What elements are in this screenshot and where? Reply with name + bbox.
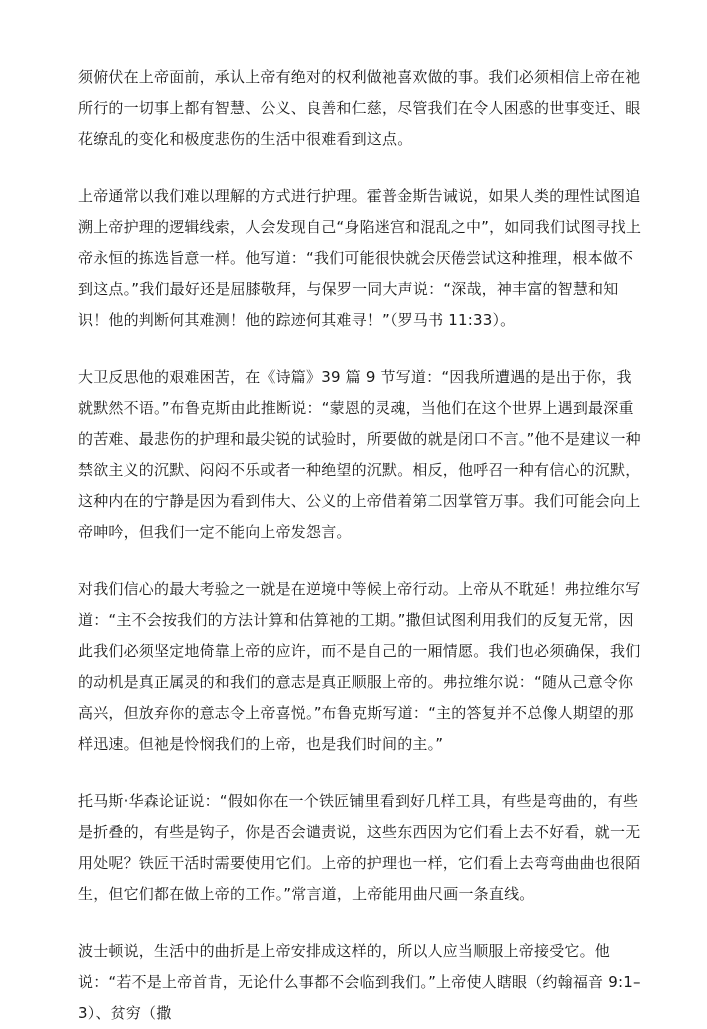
- paragraph-1: 须俯伏在上帝面前，承认上帝有绝对的权利做祂喜欢做的事。我们必须相信上帝在祂所行的一切事上都有智慧、公义、良善和仁慈，尽管我们在令人困惑的世事变迁、眼花缭乱的变化和极度悲伤的生活中很难看到这点。: [78, 68, 641, 148]
- paragraph-3: 大卫反思他的艰难困苦，在《诗篇》39 篇 9 节写道：“因我所遭遇的是出于你，我就默然不语。”布鲁克斯由此推断说：“蒙恩的灵魂，当他们在这个世界上遇到最深重的苦难、最悲伤的护理和最尖锐的试验时，所要做的就是闭口不言。”他不是建议一种禁欲主义的沉默、闷闷不乐或者一种绝望的沉默。相反，他呼召一种有信心的沉默，这种内在的宁静是因为看到伟大、公义的上帝借着第二因掌管万事。我们可能会向上帝呻吟，但我们一定不能向上帝发怨言。: [78, 368, 641, 541]
- paragraph-5: 托马斯·华森论证说：“假如你在一个铁匠铺里看到好几样工具，有些是弯曲的，有些是折叠的，有些是钩子，你是否会谴责说，这些东西因为它们看上去不好看，就一无用处呢？铁匠干活时需要使用它们。上帝的护理也一样，它们看上去弯弯曲曲也很陌生，但它们都在做上帝的工作。”常言道，上帝能用曲尺画一条直线。: [78, 792, 641, 903]
- paragraph-4: 对我们信心的最大考验之一就是在逆境中等候上帝行动。上帝从不耽延！弗拉维尔写道：“主不会按我们的方法计算和估算祂的工期。”撒但试图利用我们的反复无常，因此我们必须坚定地倚靠上帝的应许，而不是自己的一厢情愿。我们也必须确保，我们的动机是真正属灵的和我们的意志是真正顺服上帝的。弗拉维尔说：“随从己意令你高兴，但放弃你的意志令上帝喜悦。”布鲁克斯写道：“主的答复并不总像人期望的那样迅速。但祂是怜悯我们的上帝，也是我们时间的主。”: [78, 580, 641, 753]
- paragraph-6: 波士顿说，生活中的曲折是上帝安排成这样的，所以人应当顺服上帝接受它。他说：“若不是上帝首肯，无论什么事都不会临到我们。”上帝使人瞎眼（约翰福音 9:1–3）、贫穷（撒: [78, 942, 641, 1022]
- paragraph-2: 上帝通常以我们难以理解的方式进行护理。霍普金斯告诫说，如果人类的理性试图追溯上帝护理的逻辑线索，人会发现自己“身陷迷宫和混乱之中”，如同我们试图寻找上帝永恒的拣选旨意一样。他写道：“我们可能很快就会厌倦尝试这种推理，根本做不到这点。”我们最好还是屈膝敬拜，与保罗一同大声说：“深哉，神丰富的智慧和知识！他的判断何其难测！他的踪迹何其难寻！”（罗马书 11:33）。: [78, 187, 642, 329]
